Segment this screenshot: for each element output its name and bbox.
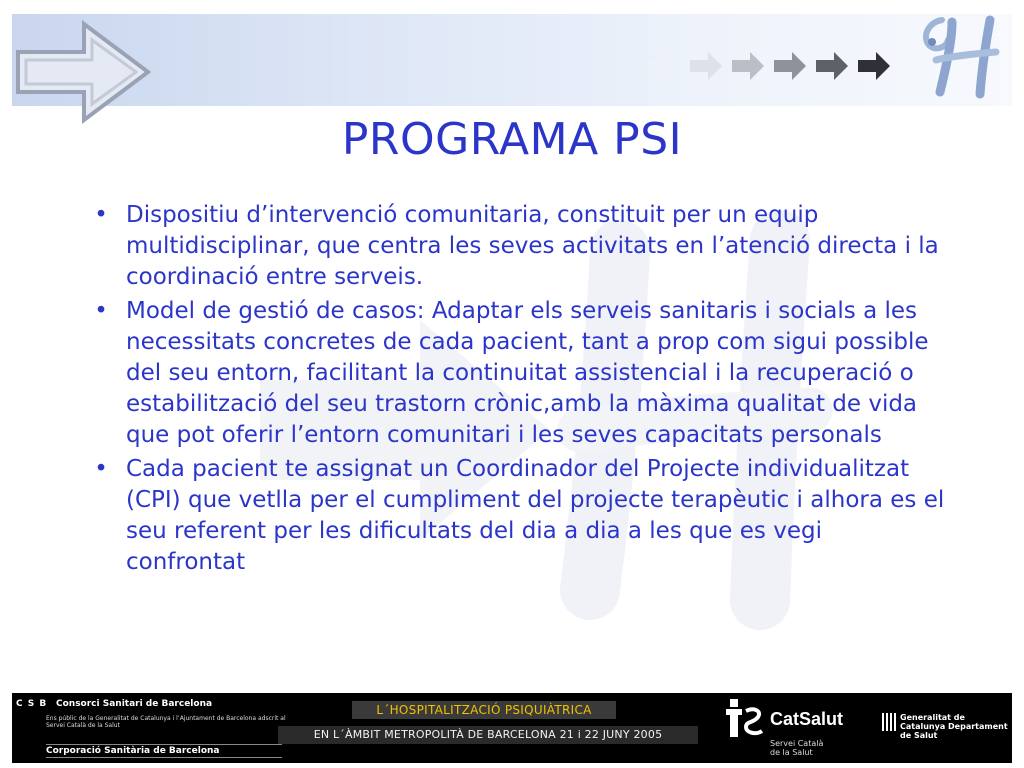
h-logo-icon bbox=[912, 12, 1012, 102]
bullet-text: Cada pacient te assignat un Coordinador del Projecte individualitzat (CPI) que vetlla per el cumpliment del projecte terapèutic i alhora es el seu referent per les dificultats del dia a dia a les que es vegi confrontat bbox=[126, 456, 945, 575]
bullet-dot: • bbox=[94, 456, 108, 482]
bullet-dot: • bbox=[94, 202, 108, 228]
servei-catala-text: Servei Català de la Salut bbox=[770, 739, 824, 757]
corporacio-name: Corporació Sanitària de Barcelona bbox=[46, 744, 282, 758]
generalitat-text: Generalitat de Catalunya Departament de Salut bbox=[900, 713, 1008, 740]
catsalut-logo-text: CatSalut bbox=[770, 709, 844, 729]
footer-banner bbox=[12, 693, 1012, 763]
bullet-text: Dispositiu d’intervenció comunitaria, constituit per un equip multidisciplinar, que centra les seves activitats en l’atenció directa i la coordinació entre serveis. bbox=[126, 202, 939, 290]
bullet-text: Model de gestió de casos: Adaptar els serveis sanitaris i socials a les necessitats concretes de cada pacient, tant a prop com sigui possible del seu entorn, facilitant la continuitat assistencial i la recuperació o estabilització del seu trastorn crònic,amb la màxima qualitat de vida que pot oferir l’entorn comunitari i les seves capacitats personals bbox=[126, 298, 929, 448]
bullet-list bbox=[86, 200, 946, 581]
consorci-name: Consorci Sanitari de Barcelona bbox=[56, 699, 213, 709]
bullet-item bbox=[86, 296, 946, 451]
ens-public-text: Ens públic de la Generalitat de Catalunya i l’Ajuntament de Barcelona adscrit al Servei Català de la Salut bbox=[46, 715, 286, 729]
event-subtitle: EN L´ÀMBIT METROPOLITÀ DE BARCELONA 21 i 22 JUNY 2005 bbox=[278, 726, 698, 744]
bullet-dot: • bbox=[94, 298, 108, 324]
bullet-item bbox=[86, 454, 946, 578]
arrow-chain-icon bbox=[640, 44, 920, 88]
slide-title: PROGRAMA PSI bbox=[341, 114, 683, 165]
bullet-item bbox=[86, 200, 946, 293]
event-title: L´HOSPITALITZACIÓ PSIQUIÀTRICA bbox=[352, 701, 616, 719]
generalitat-icon bbox=[882, 713, 896, 731]
catsalut-icon bbox=[724, 697, 764, 741]
csb-logo: C S B bbox=[16, 699, 48, 709]
